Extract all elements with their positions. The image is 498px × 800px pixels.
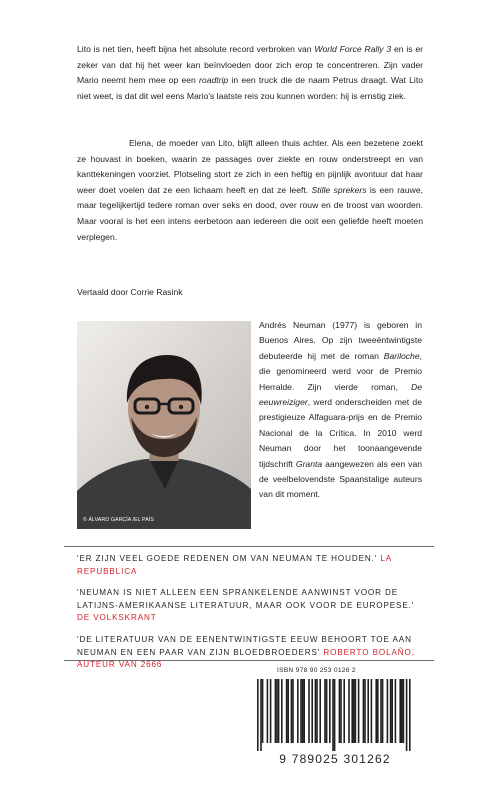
barcode-bar [355, 679, 357, 743]
barcode-bar [375, 679, 377, 743]
barcode-digits: 9 789025 301262 [279, 752, 391, 766]
barcode-bar [339, 679, 341, 743]
barcode-bar [382, 679, 384, 743]
barcode-bars [247, 679, 423, 751]
quote-2 [77, 587, 422, 625]
barcode-bar [292, 679, 294, 743]
author-bio: Andrés Neuman (1977) is geboren in Buenos Aires. Op zijn tweeëntwintigste debuteerde hij met de roman Bariloche, die genomineerd werd voor de Premio Herralde. Zijn vierde roman, De eeuwreiziger, werd onderscheiden met de prestigieuze Alfaguara-prijs en de Premio Nacional de la Crítica. In 2010 werd Neuman door het toonaangevende tijdschrift Granta aangewezen als een van de veelbelovendste Spaanstalige auteurs van dit moment. [259, 320, 423, 500]
quote-1-text: 'ER ZIJN VEEL GOEDE REDENEN OM VAN NEUMAN TE HOUDEN.' [77, 554, 378, 563]
quote-2-text: 'NEUMAN IS NIET ALLEEN EEN SPRANKELENDE AANWINST VOOR DE LATIJNS-AMERIKAANSE LITERATUUR, MAAR OOK VOOR DE EUROPESE.' [77, 588, 415, 610]
author-photo [77, 321, 251, 529]
barcode-bar [319, 679, 321, 743]
barcode-bar [278, 679, 280, 743]
divider-bottom [64, 660, 434, 661]
barcode-bar [315, 679, 317, 743]
barcode-bar [351, 679, 353, 743]
divider-top [64, 546, 434, 547]
blurb-paragraph-1: Lito is net tien, heeft bijna het absolute record verbroken van World Force Rally 3 en is er zeker van dat hij het weer kan beïnvloeden door zich erop te concentreren. Zijn vader Mario neemt hem mee op een roadtrip in een truck die de naam Petrus draagt. Wat Lito niet weet, is dat dit wel eens Mario's laatste reis zou kunnen worden: hij is ernstig ziek. [77, 44, 424, 101]
barcode-bar [287, 679, 289, 743]
barcode-bar [358, 679, 360, 743]
barcode-bar [286, 679, 288, 743]
barcode-bar [409, 679, 411, 751]
barcode-bar [401, 679, 403, 743]
photo-credit: © ÁLVARO GARCÍA /EL PAÍS [83, 517, 154, 523]
barcode-bar [343, 679, 345, 743]
barcode-bar [300, 679, 302, 743]
barcode-bar [348, 679, 350, 743]
barcode-bar [364, 679, 366, 743]
quote-3-text: 'DE LITERATUUR VAN DE EENENTWINTIGSTE EEUW BEHOORT TOE AAN NEUMAN EN EEN PAAR VAN ZIJN BLOEDBROEDERS' [77, 634, 412, 657]
barcode-bar [324, 679, 326, 743]
barcode-bar [276, 679, 278, 743]
barcode-bar [257, 679, 259, 751]
barcode-bar [275, 679, 277, 743]
quote-2-source: DE VOLKSKRANT [77, 613, 157, 623]
translator-credit: Vertaald door Corrie Rasink [77, 287, 183, 297]
barcode-bar [340, 679, 342, 743]
isbn-label: ISBN 978 90 253 0126 2 [277, 667, 356, 674]
barcode-bar [363, 679, 365, 743]
barcode-bar [334, 679, 336, 751]
barcode-bar [326, 679, 328, 743]
barcode-bar [297, 679, 299, 743]
blurb-paragraph-2: Elena, de moeder van Lito, blijft alleen thuis achter. Als een bezetene zoekt ze houvast in boeken, waarin ze passages over ziekte en rouw onderstreept en van kanttekeningen voorziet. Plotseling stort ze zich in een heftig en pijnlijk avontuur dat haar weer doet voelen dat ze een lichaam heeft en dat ze leeft. Stille sprekers is een rauwe, maar tegelijkertijd tedere roman over seks en dood, over rouw en de troost van woorden. Maar vooral is het een intens eerbetoon aan iedereen die ooit een geliefde heeft moeten verplegen. [77, 138, 423, 242]
barcode-bar [329, 679, 331, 743]
barcode-bar [332, 679, 334, 751]
review-quotes [77, 553, 422, 681]
quote-1 [77, 553, 422, 578]
barcode-bar [390, 679, 392, 743]
barcode-bar [262, 679, 264, 743]
quote-1-source: LA REPUBBLICA [77, 554, 392, 576]
barcode-bar [377, 679, 379, 743]
barcode-bar [395, 679, 397, 743]
barcode-bar [291, 679, 293, 743]
barcode-bar [399, 679, 401, 743]
barcode-bar [303, 679, 305, 743]
author-portrait-image [77, 321, 251, 529]
barcode-bar [311, 679, 313, 743]
quote-3-source: ROBERTO BOLAÑO, AUTEUR VAN 2666 [77, 647, 415, 670]
barcode-bar [270, 679, 272, 743]
barcode-bar [380, 679, 382, 743]
barcode-bar [387, 679, 389, 743]
barcode-bar [403, 679, 405, 743]
barcode-bar [281, 679, 283, 743]
barcode-bar [302, 679, 304, 743]
barcode-bar [316, 679, 318, 743]
barcode-bar [353, 679, 355, 743]
barcode-bar [267, 679, 269, 743]
barcode-bar [371, 679, 373, 743]
barcode-bar [391, 679, 393, 743]
barcode-bar [260, 679, 262, 751]
barcode-bar [367, 679, 369, 743]
quote-3 [77, 634, 422, 672]
barcode-bar [406, 679, 408, 751]
barcode-bar [308, 679, 310, 743]
